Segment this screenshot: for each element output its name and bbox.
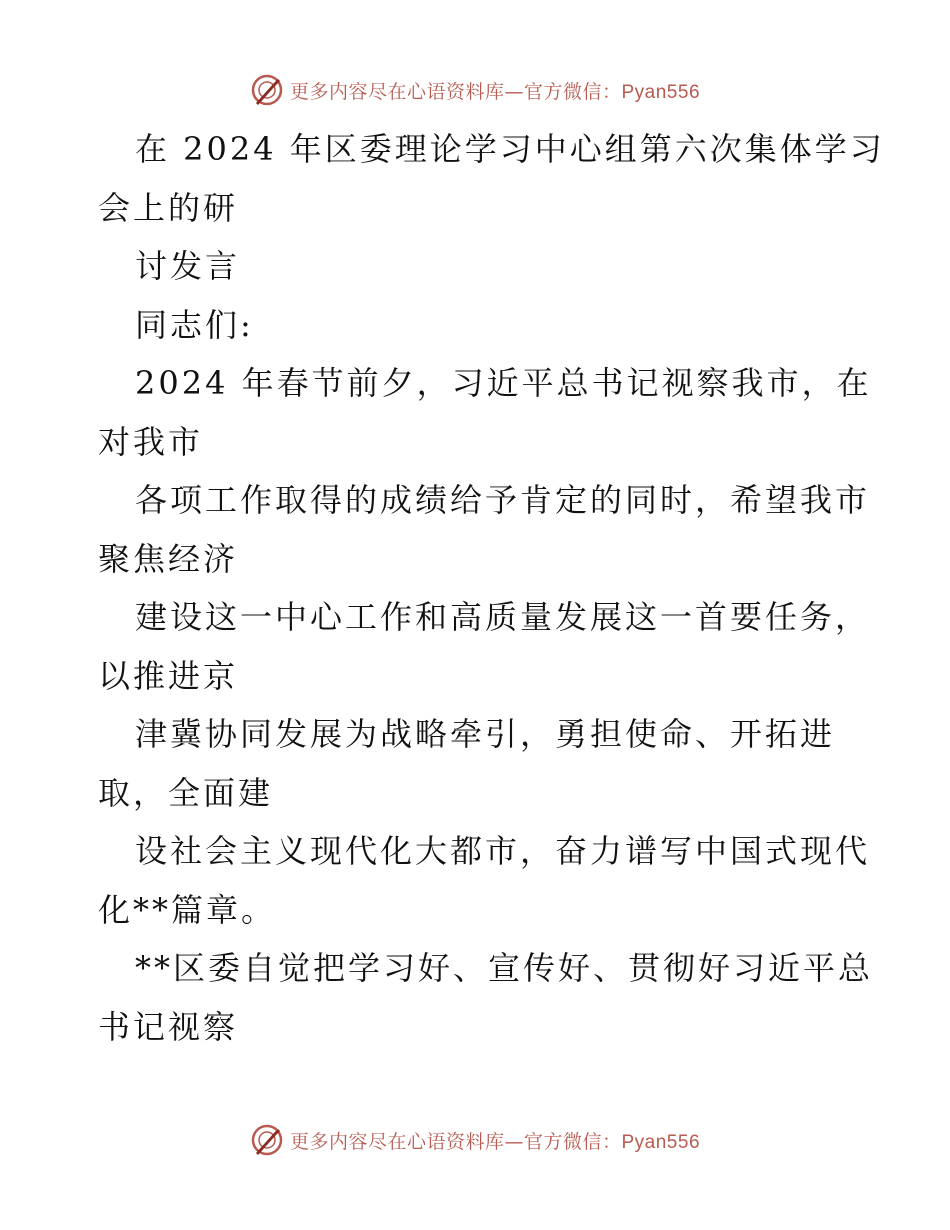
text-line: 书记视察 xyxy=(98,1007,239,1046)
pen-logo-icon xyxy=(250,73,284,107)
text-line: 会上的研 xyxy=(98,188,239,227)
text-line: 聚焦经济 xyxy=(98,539,239,578)
text-line: 取，全面建 xyxy=(98,773,274,812)
pen-logo-icon xyxy=(250,1123,284,1157)
text-line: 建设这一中心工作和高质量发展这一首要任务， xyxy=(135,598,871,636)
text-line: 各项工作取得的成绩给予肯定的同时，希望我市 xyxy=(135,481,871,519)
text-line: **区委自觉把学习好、宣传好、贯彻好习近平总 xyxy=(135,949,874,987)
text-line: 化**篇章。 xyxy=(98,890,277,929)
text-line: 对我市 xyxy=(98,422,204,461)
text-line: 津冀协同发展为战略牵引，勇担使命、开拓进 xyxy=(135,715,836,753)
watermark-text: 更多内容尽在心语资料库—官方微信：Pyan556 xyxy=(289,80,701,103)
text-line: 讨发言 xyxy=(135,247,241,285)
text-line: 同志们: xyxy=(135,305,254,344)
footer-watermark xyxy=(0,1120,950,1160)
text-line: 以推进京 xyxy=(98,656,239,695)
header-watermark xyxy=(0,70,950,110)
text-line: 在 2024 年区委理论学习中心组第六次集体学习 xyxy=(135,130,885,168)
text-line: 2024 年春节前夕，习近平总书记视察我市，在 xyxy=(135,364,872,402)
text-line: 设社会主义现代化大都市，奋力谱写中国式现代 xyxy=(135,832,871,870)
watermark-text: 更多内容尽在心语资料库—官方微信：Pyan556 xyxy=(289,1130,701,1153)
document-body xyxy=(98,120,885,1056)
